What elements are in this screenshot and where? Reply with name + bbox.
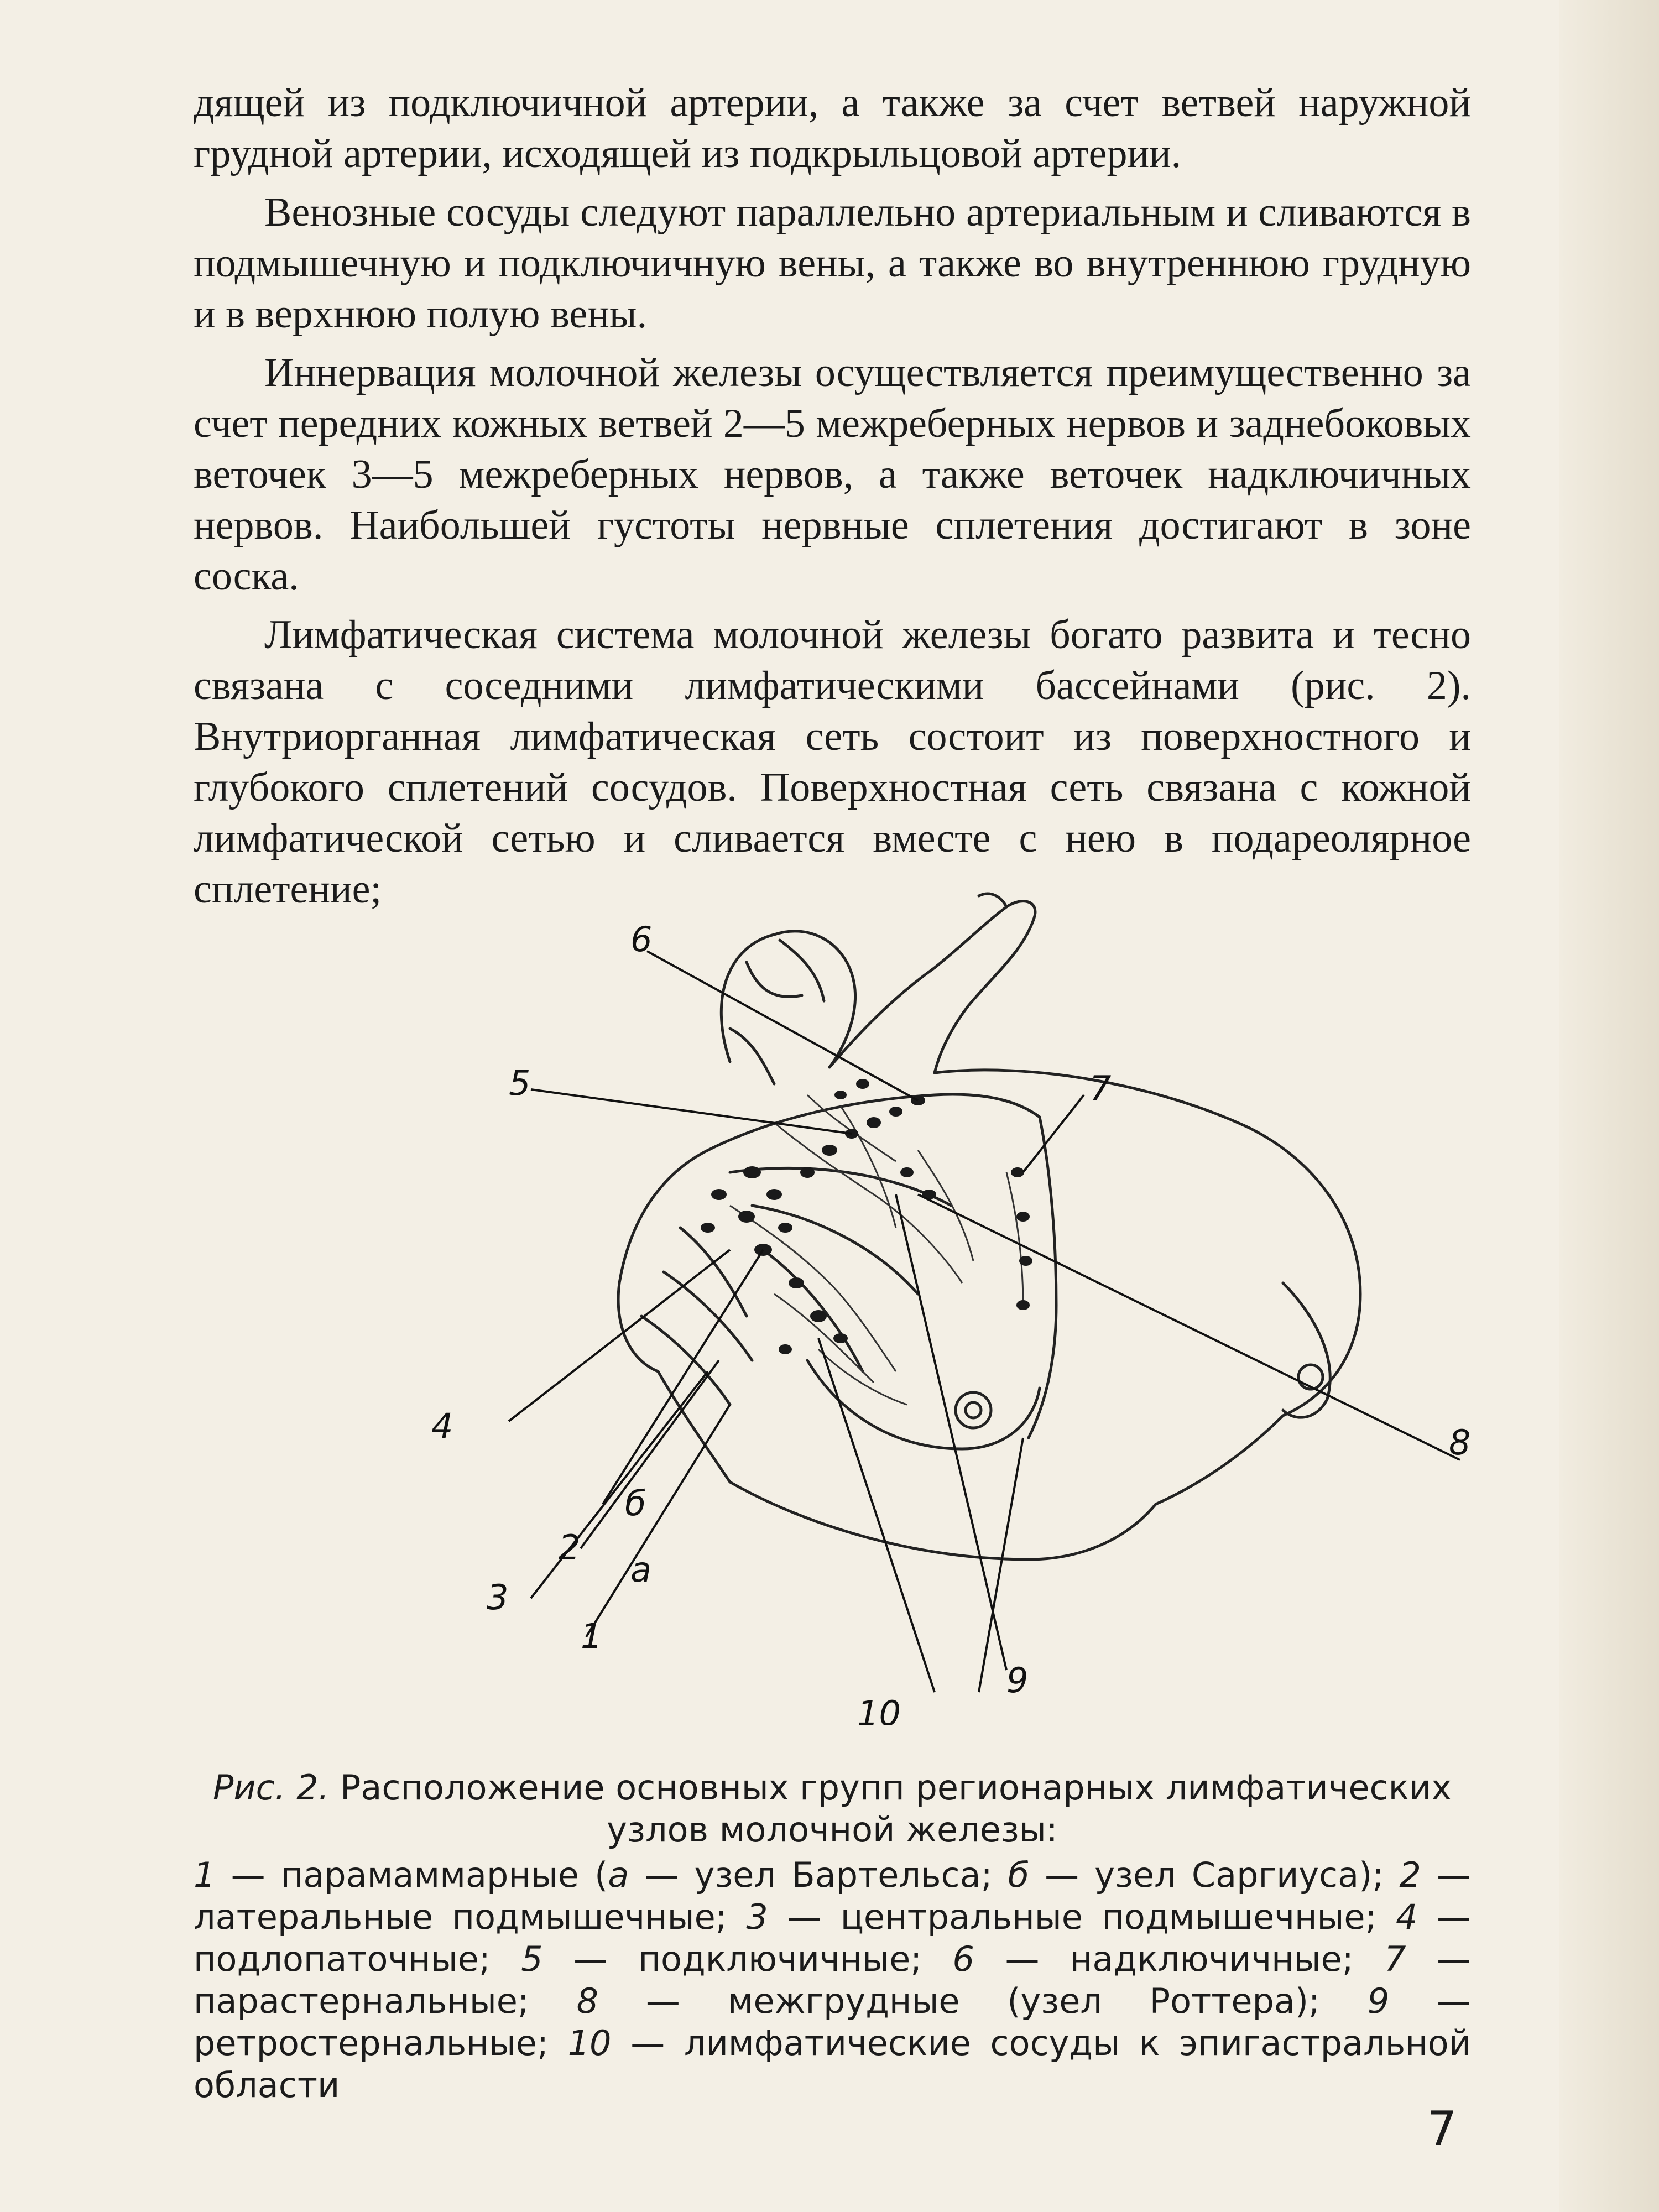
legend-num-7: 7 bbox=[1384, 1939, 1406, 1979]
figure-lymph-nodes bbox=[420, 863, 1471, 1725]
label-a: а bbox=[630, 1550, 651, 1590]
label-3: 3 bbox=[487, 1577, 509, 1618]
legend-text-2: — латеральные подмышечные; bbox=[194, 1855, 1472, 1937]
legend-num-b: б bbox=[1008, 1855, 1029, 1895]
label-8: 8 bbox=[1449, 1422, 1471, 1463]
legend-text-10: — лимфатические сосуды к эпигастральной области bbox=[194, 2023, 1471, 2105]
legend-text-1: — парамаммарные ( bbox=[215, 1855, 608, 1895]
page-number: 7 bbox=[1427, 2101, 1457, 2157]
legend-num-8: 8 bbox=[576, 1981, 599, 2021]
label-4: 4 bbox=[431, 1406, 453, 1446]
caption-title-line bbox=[194, 1767, 1471, 1851]
legend-num-1: 1 bbox=[194, 1855, 216, 1895]
caption-title: Расположение основных групп регионарных лимфатических узлов молочной железы: bbox=[329, 1767, 1452, 1850]
legend-text-b: — узел Саргиуса); bbox=[1029, 1855, 1400, 1895]
legend-num-2: 2 bbox=[1399, 1855, 1421, 1895]
caption-fig-ref: Рис. 2. bbox=[212, 1767, 330, 1808]
label-7: 7 bbox=[1089, 1068, 1112, 1109]
legend-num-5: 5 bbox=[521, 1939, 543, 1979]
legend-text-4: — подлопаточные; bbox=[194, 1897, 1471, 1979]
page-edge-shadow bbox=[1559, 0, 1659, 2212]
legend-text-6: — надключичные; bbox=[974, 1939, 1385, 1979]
label-5: 5 bbox=[509, 1063, 531, 1103]
paragraph-1: дящей из подключичной артерии, а также за счет ветвей наружной грудной артерии, исходящей из подкрыльцовой артерии. bbox=[194, 80, 1471, 176]
legend-text-8: — межгрудные (узел Роттера); bbox=[598, 1981, 1368, 2021]
legend-text-7: — парастернальные; bbox=[194, 1939, 1471, 2021]
label-9: 9 bbox=[1006, 1660, 1029, 1700]
lymph-vessels bbox=[730, 1095, 1023, 1405]
legend-num-a: а bbox=[608, 1855, 629, 1895]
legend-num-10: 10 bbox=[567, 2023, 612, 2063]
label-10: 10 bbox=[857, 1693, 901, 1725]
legend-text-3: — центральные подмышечные; bbox=[768, 1897, 1396, 1937]
legend-text-9: — ретростернальные; bbox=[194, 1981, 1471, 2063]
label-2: 2 bbox=[559, 1527, 581, 1568]
paragraph-3: Иннервация молочной железы осуществляется преимущественно за счет передних кожных ветвей 2—5 межреберных нервов и заднебоковых веточек 3—5 межреберных нервов, а также веточек надключичных нервов. Наибольшей густоты нервные сплетения достигают в зоне соска. bbox=[194, 350, 1471, 599]
label-b: б bbox=[625, 1483, 646, 1524]
label-6-top: 6 bbox=[630, 919, 653, 959]
legend-num-3: 3 bbox=[746, 1897, 768, 1937]
paragraph-2: Венозные сосуды следуют параллельно артериальным и сливаются в подмышечную и подключичную вены, а также во внутреннюю грудную и в верхнюю полую вены. bbox=[194, 190, 1471, 337]
label-1: 1 bbox=[581, 1616, 603, 1656]
body-text bbox=[194, 77, 1471, 922]
legend-text-5: — подключичные; bbox=[542, 1939, 953, 1979]
legend-text-a: — узел Бартельса; bbox=[629, 1855, 1008, 1895]
figure-caption bbox=[194, 1767, 1471, 2106]
anatomical-illustration bbox=[420, 863, 1471, 1725]
paragraph-4: Лимфатическая система молочной железы богато развита и тесно связана с соседними лимфатическими бассейнами (рис. 2). Внутриорганная лимфатическая сеть состоит из поверхностного и глубокого сплетений сосудов. Поверхностная сеть связана с кожной лимфатической сетью и сливается вместе с нею в подареолярное сплетение; bbox=[194, 612, 1471, 912]
caption-legend bbox=[194, 1854, 1471, 2106]
body-outline bbox=[618, 894, 1360, 1559]
legend-num-4: 4 bbox=[1396, 1897, 1418, 1937]
legend-num-6: 6 bbox=[952, 1939, 974, 1979]
legend-num-9: 9 bbox=[1367, 1981, 1390, 2021]
